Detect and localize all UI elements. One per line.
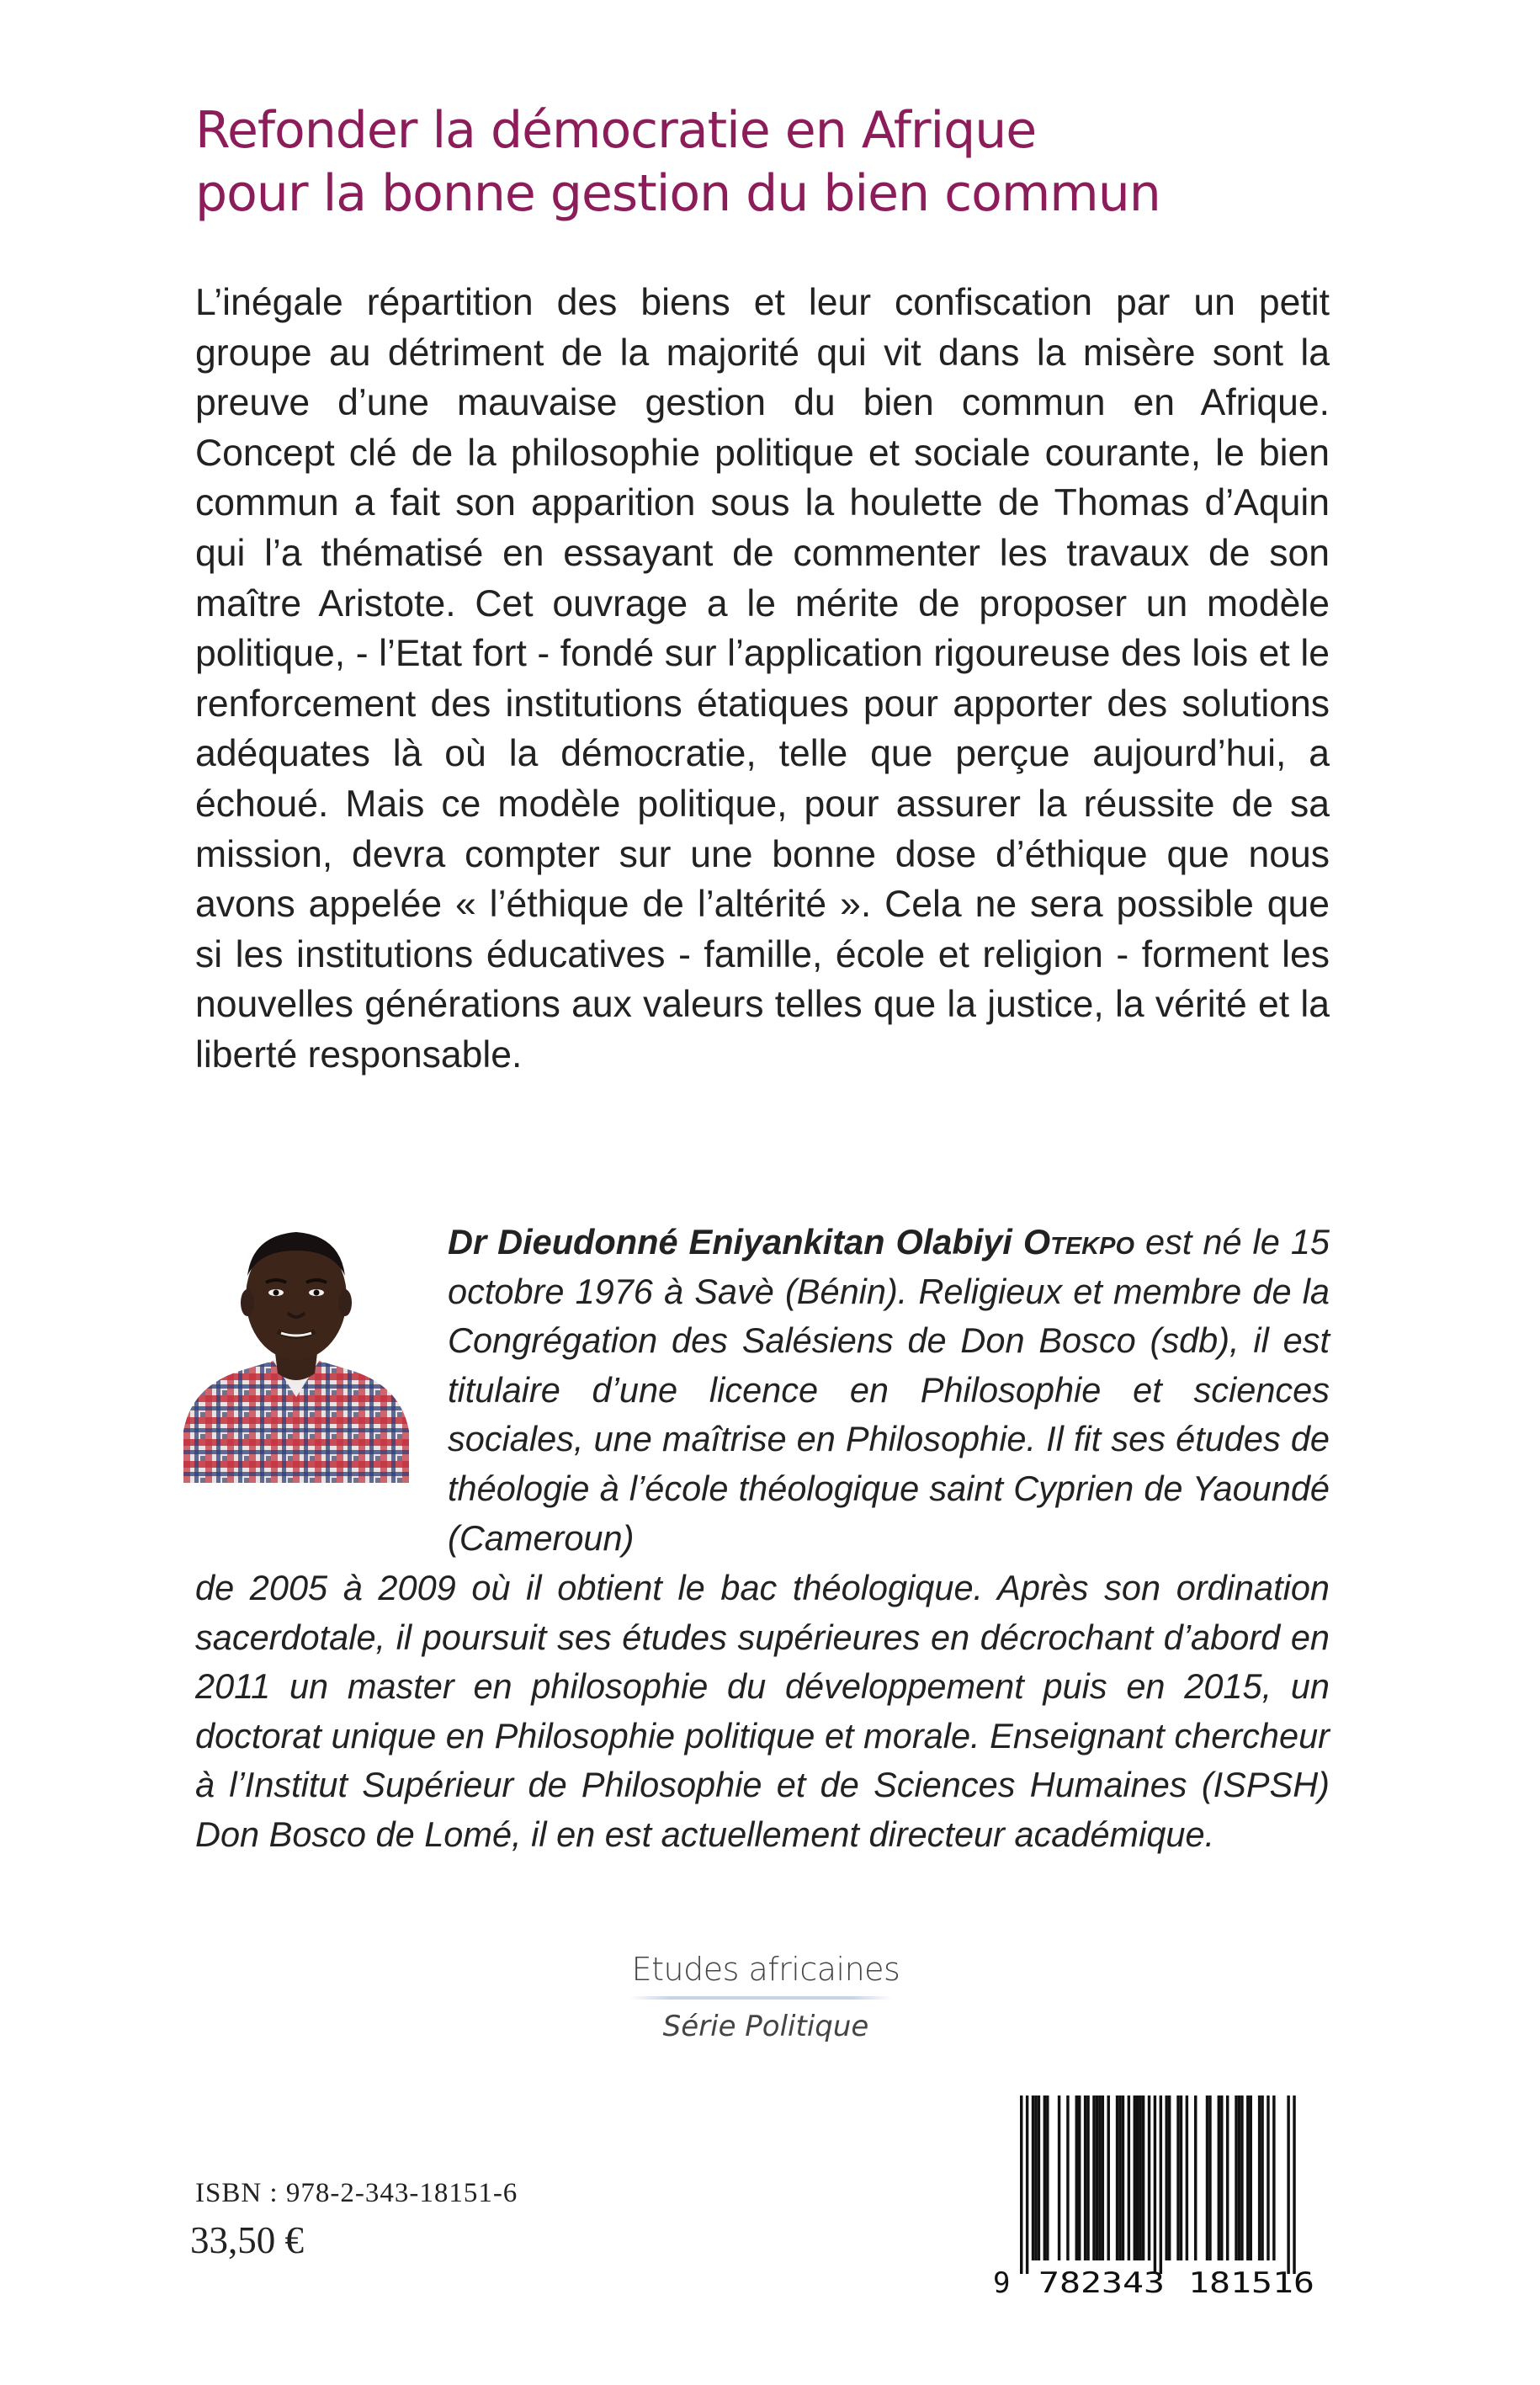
barcode-bar [1186,2096,1188,2260]
barcode-digit-first: 9 [993,2266,1011,2297]
barcode-bar [1134,2096,1136,2260]
barcode-bar [1208,2096,1211,2260]
barcode-bar [1206,2096,1208,2260]
barcode-bar [1058,2096,1060,2260]
barcode-bar [1160,2096,1162,2274]
barcode-bar [1176,2096,1179,2260]
barcode-bar [1180,2096,1182,2260]
barcode-bar [1092,2096,1095,2260]
barcode-bar [1218,2096,1220,2260]
title-line-2: pour la bonne gestion du bien commun [195,164,1160,223]
collection-name: Etudes africaines [631,1951,900,1988]
barcode-bar [1043,2096,1046,2260]
barcode-bar [1086,2096,1089,2260]
barcode-bar [1116,2096,1118,2260]
barcode-bar [1142,2096,1144,2260]
author-bio-continued: de 2005 à 2009 où il obtient le bac théologique. Après son ordination sacerdotale, il poursuit ses études supérieures en décrochant d’abord en 2011 un master en philosophie du développement puis en 2015, un doctorat unique en Philosophie politique et morale. Enseignant chercheur à l’Institut Supérieur de Philosophie et de Sciences Humaines (ISPSH) Don Bosco de Lomé, il en est actuellement directeur académique. [195,1568,1330,1854]
barcode-bar [1046,2096,1049,2260]
collection-divider [629,1996,892,2000]
barcode-bar [1139,2096,1141,2260]
barcode-bar [1220,2096,1223,2260]
author-photo [183,1220,409,1483]
barcode-bar [1084,2096,1086,2260]
barcode-bar [1246,2096,1249,2260]
barcode-bar [1258,2096,1261,2260]
barcode-bar [1168,2096,1171,2260]
price: 33,50 € [190,2219,304,2261]
barcode-bar [1240,2096,1243,2260]
barcode-bar [1235,2096,1237,2260]
isbn: ISBN : 978-2-343-18151-6 [195,2178,518,2208]
author-bio-intro [448,1218,1330,1563]
barcode-bar [1154,2096,1156,2274]
book-title [195,99,1373,226]
title-line-1: Refonder la démocratie en Afrique [195,101,1037,160]
barcode-bar [1238,2096,1240,2260]
summary-text: L’inégale répartition des biens et leur confiscation par un petit groupe au détriment de la majorité qui vit dans la misère sont la preuve d’une mauvaise gestion du bien commun en Afrique. Concept clé de la philosophie politique et sociale courante, le bien commun a fait son apparition sous la houlette de Thomas d’Aquin qui l’a thématisé en essayant de commenter les travaux de son maître Aristote. Cet ouvrage a le mérite de proposer un modèle politique, - l’Etat fort - fondé sur l’application rigoureuse des lois et le renforcement des institutions étatiques pour apporter des solutions adéquates là où la démocratie, telle que perçue aujourd’hui, a échoué. Mais ce modèle politique, pour assurer la réussite de sa mission, devra compter sur une bonne dose d’éthique que nous avons appelée « l’éthique de l’altérité ». Cela ne sera possible que si les institutions éducatives - famille, école et religion - forment les nouvelles générations aux valeurs telles que la justice, la vérité et la liberté responsable. [195,282,1330,1076]
author-surname: Otekpo [1022,1222,1135,1262]
barcode-bar [1166,2096,1168,2260]
barcode-bar [1136,2096,1139,2260]
barcode-bar [1128,2096,1130,2260]
barcode-bar [1020,2096,1022,2274]
barcode-bar [1194,2096,1197,2260]
barcode [990,2092,1335,2297]
barcode-bar [1096,2096,1098,2260]
barcode-bar [1118,2096,1121,2260]
barcode-bar [1293,2096,1295,2274]
barcode-bar [1102,2096,1104,2260]
barcode-bar [1261,2096,1263,2260]
author-given-names: Dr Dieudonné Eniyankitan Olabiyi [448,1222,1023,1262]
barcode-bar [1078,2096,1081,2260]
barcode-bar [1226,2096,1229,2260]
barcode-bar [1098,2096,1101,2260]
barcode-bar [1026,2096,1028,2274]
barcode-digits-right: 181516 [1188,2266,1314,2297]
barcode-bar [1250,2096,1252,2260]
barcode-bar [1267,2096,1269,2260]
barcode-bar [1032,2096,1034,2260]
barcode-bar [1148,2096,1150,2260]
barcode-bar [1075,2096,1078,2260]
barcode-bar [1066,2096,1069,2260]
series-name: Série Politique [662,2010,869,2043]
barcode-bar [1038,2096,1040,2260]
barcode-bar [1272,2096,1275,2260]
barcode-bar [1107,2096,1110,2260]
barcode-bar [1287,2096,1289,2274]
author-bio-part1: est né le 15 octobre 1976 à Savè (Bénin). Religieux et membre de la Congrégation des Salésiens de Don Bosco (sdb), il est titulaire d’une licence en Philosophie et sciences sociales, une maîtrise en Philosophie. Il fit ses études de théologie à l’école théologique saint Cyprien de Yaoundé (Cameroun) [448,1222,1330,1558]
barcode-bar [1122,2096,1124,2260]
author-name [448,1222,1134,1262]
barcode-digits-left: 782343 [1038,2266,1165,2297]
barcode-bar [1034,2096,1037,2260]
